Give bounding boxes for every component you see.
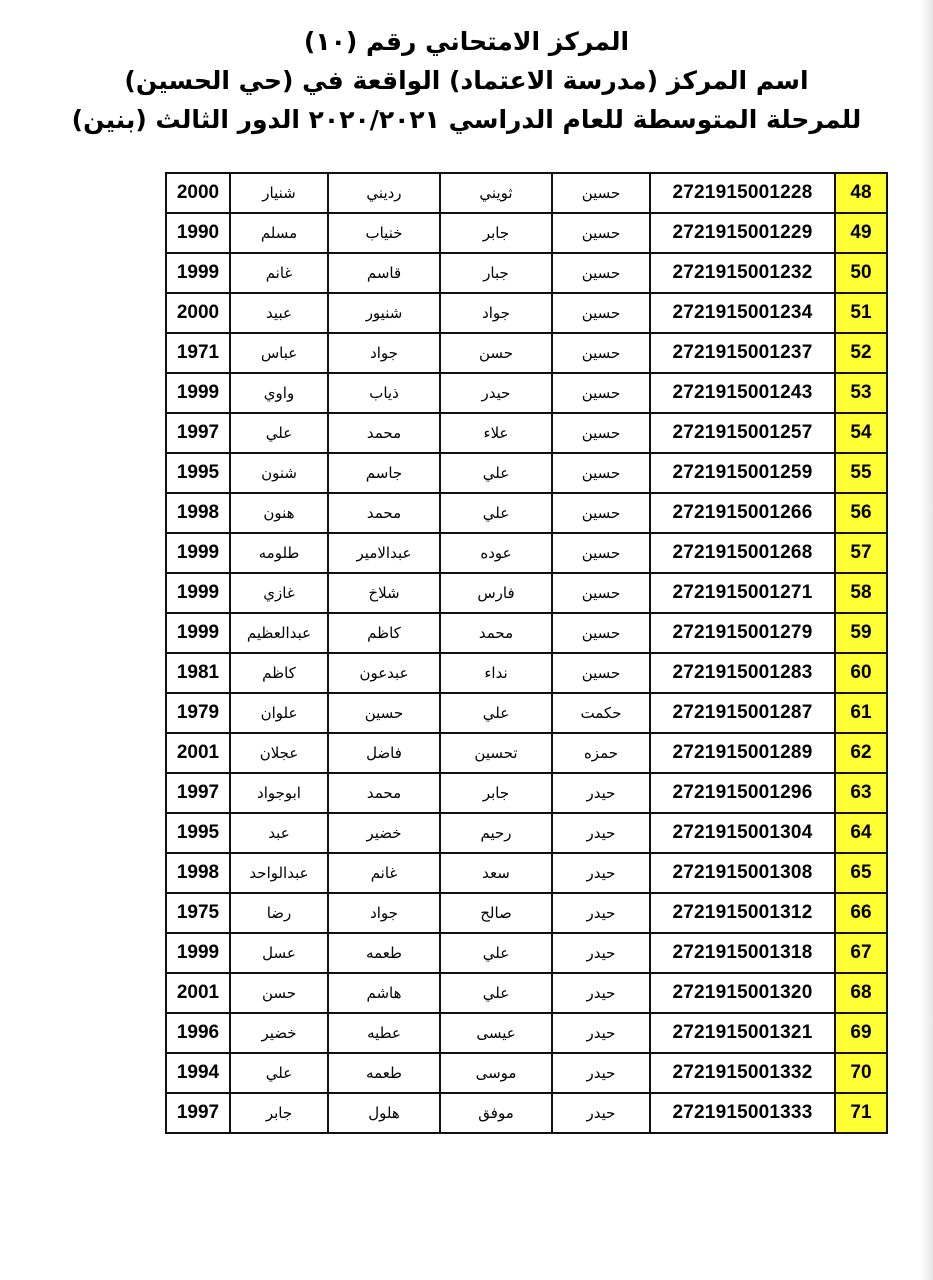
father-name-cell: سعد — [440, 853, 552, 893]
surname-cell: غازي — [230, 573, 328, 613]
grandfather-name-cell: طعمه — [328, 933, 440, 973]
seq-cell: 57 — [835, 533, 887, 573]
seq-cell: 55 — [835, 453, 887, 493]
birth-year-cell: 1995 — [166, 813, 230, 853]
grandfather-name-cell: طعمه — [328, 1053, 440, 1093]
table-row — [166, 813, 887, 853]
students-table-wrap — [165, 172, 888, 1134]
exam-number-cell: 2721915001289 — [650, 733, 835, 773]
stage-year-line: للمرحلة المتوسطة للعام الدراسي ٢٠٢٠/٢٠٢١ الدور الثالث (بنين) — [71, 105, 862, 134]
birth-year-cell: 1975 — [166, 893, 230, 933]
surname-cell: شنيار — [230, 173, 328, 213]
father-name-cell: جواد — [440, 293, 552, 333]
birth-year-cell: 1997 — [166, 1093, 230, 1133]
birth-year-cell: 1979 — [166, 693, 230, 733]
name-cell: حيدر — [552, 853, 650, 893]
exam-number-cell: 2721915001229 — [650, 213, 835, 253]
name-cell: حسين — [552, 493, 650, 533]
surname-cell: عبد — [230, 813, 328, 853]
name-cell: حسين — [552, 293, 650, 333]
name-cell: حسين — [552, 333, 650, 373]
father-name-cell: عوده — [440, 533, 552, 573]
exam-number-cell: 2721915001318 — [650, 933, 835, 973]
surname-cell: رضا — [230, 893, 328, 933]
seq-cell: 69 — [835, 1013, 887, 1053]
surname-cell: طلومه — [230, 533, 328, 573]
seq-cell: 51 — [835, 293, 887, 333]
table-row — [166, 173, 887, 213]
grandfather-name-cell: محمد — [328, 413, 440, 453]
table-row — [166, 533, 887, 573]
seq-cell: 62 — [835, 733, 887, 773]
grandfather-name-cell: عبدعون — [328, 653, 440, 693]
table-row — [166, 373, 887, 413]
seq-cell: 56 — [835, 493, 887, 533]
name-cell: حيدر — [552, 813, 650, 853]
father-name-cell: رحيم — [440, 813, 552, 853]
father-name-cell: موفق — [440, 1093, 552, 1133]
name-cell: حيدر — [552, 893, 650, 933]
table-row — [166, 973, 887, 1013]
table-row — [166, 1093, 887, 1133]
name-cell: حيدر — [552, 933, 650, 973]
table-row — [166, 773, 887, 813]
seq-cell: 64 — [835, 813, 887, 853]
birth-year-cell: 1990 — [166, 213, 230, 253]
surname-cell: مسلم — [230, 213, 328, 253]
grandfather-name-cell: محمد — [328, 773, 440, 813]
seq-cell: 59 — [835, 613, 887, 653]
grandfather-name-cell: جواد — [328, 893, 440, 933]
surname-cell: عبدالواحد — [230, 853, 328, 893]
surname-cell: ابوجواد — [230, 773, 328, 813]
name-cell: حيدر — [552, 1053, 650, 1093]
father-name-cell: حيدر — [440, 373, 552, 413]
grandfather-name-cell: عبدالامير — [328, 533, 440, 573]
birth-year-cell: 1999 — [166, 933, 230, 973]
students-table-body — [166, 173, 887, 1133]
father-name-cell: علي — [440, 973, 552, 1013]
birth-year-cell: 1997 — [166, 413, 230, 453]
table-row — [166, 893, 887, 933]
father-name-cell: صالح — [440, 893, 552, 933]
birth-year-cell: 1999 — [166, 573, 230, 613]
exam-number-cell: 2721915001237 — [650, 333, 835, 373]
page-edge-shadow — [921, 0, 933, 1280]
students-table — [165, 172, 888, 1134]
seq-cell: 58 — [835, 573, 887, 613]
document-header — [0, 22, 933, 139]
surname-cell: عبيد — [230, 293, 328, 333]
seq-cell: 71 — [835, 1093, 887, 1133]
name-cell: حيدر — [552, 1093, 650, 1133]
name-cell: حسين — [552, 413, 650, 453]
birth-year-cell: 1994 — [166, 1053, 230, 1093]
grandfather-name-cell: فاضل — [328, 733, 440, 773]
surname-cell: عباس — [230, 333, 328, 373]
father-name-cell: علي — [440, 933, 552, 973]
birth-year-cell: 1971 — [166, 333, 230, 373]
surname-cell: حسن — [230, 973, 328, 1013]
grandfather-name-cell: خنياب — [328, 213, 440, 253]
exam-number-cell: 2721915001279 — [650, 613, 835, 653]
grandfather-name-cell: هاشم — [328, 973, 440, 1013]
exam-number-cell: 2721915001296 — [650, 773, 835, 813]
father-name-cell: جابر — [440, 773, 552, 813]
grandfather-name-cell: شنيور — [328, 293, 440, 333]
name-cell: حسين — [552, 213, 650, 253]
surname-cell: علي — [230, 413, 328, 453]
birth-year-cell: 2001 — [166, 973, 230, 1013]
surname-cell: علوان — [230, 693, 328, 733]
table-row — [166, 1013, 887, 1053]
birth-year-cell: 1999 — [166, 613, 230, 653]
table-row — [166, 253, 887, 293]
birth-year-cell: 1999 — [166, 373, 230, 413]
seq-cell: 68 — [835, 973, 887, 1013]
name-cell: حيدر — [552, 973, 650, 1013]
seq-cell: 54 — [835, 413, 887, 453]
name-cell: حسين — [552, 573, 650, 613]
exam-number-cell: 2721915001321 — [650, 1013, 835, 1053]
grandfather-name-cell: هلول — [328, 1093, 440, 1133]
seq-cell: 60 — [835, 653, 887, 693]
father-name-cell: جابر — [440, 213, 552, 253]
seq-cell: 53 — [835, 373, 887, 413]
birth-year-cell: 2000 — [166, 173, 230, 213]
birth-year-cell: 2001 — [166, 733, 230, 773]
table-row — [166, 693, 887, 733]
surname-cell: عسل — [230, 933, 328, 973]
grandfather-name-cell: كاظم — [328, 613, 440, 653]
exam-number-cell: 2721915001308 — [650, 853, 835, 893]
birth-year-cell: 1999 — [166, 253, 230, 293]
grandfather-name-cell: ذياب — [328, 373, 440, 413]
table-row — [166, 653, 887, 693]
surname-cell: كاظم — [230, 653, 328, 693]
surname-cell: عبدالعظيم — [230, 613, 328, 653]
table-row — [166, 1053, 887, 1093]
seq-cell: 61 — [835, 693, 887, 733]
exam-number-cell: 2721915001232 — [650, 253, 835, 293]
grandfather-name-cell: شلاخ — [328, 573, 440, 613]
table-row — [166, 333, 887, 373]
exam-number-cell: 2721915001332 — [650, 1053, 835, 1093]
grandfather-name-cell: عطيه — [328, 1013, 440, 1053]
grandfather-name-cell: حسين — [328, 693, 440, 733]
father-name-cell: موسى — [440, 1053, 552, 1093]
father-name-cell: جبار — [440, 253, 552, 293]
exam-number-cell: 2721915001234 — [650, 293, 835, 333]
birth-year-cell: 1996 — [166, 1013, 230, 1053]
birth-year-cell: 1995 — [166, 453, 230, 493]
grandfather-name-cell: غانم — [328, 853, 440, 893]
exam-number-cell: 2721915001243 — [650, 373, 835, 413]
father-name-cell: علي — [440, 693, 552, 733]
surname-cell: هنون — [230, 493, 328, 533]
name-cell: حسين — [552, 613, 650, 653]
father-name-cell: عيسى — [440, 1013, 552, 1053]
name-cell: حسين — [552, 373, 650, 413]
birth-year-cell: 2000 — [166, 293, 230, 333]
exam-number-cell: 2721915001228 — [650, 173, 835, 213]
name-cell: حسين — [552, 253, 650, 293]
seq-cell: 48 — [835, 173, 887, 213]
birth-year-cell: 1999 — [166, 533, 230, 573]
surname-cell: خضير — [230, 1013, 328, 1053]
name-cell: حيدر — [552, 1013, 650, 1053]
surname-cell: عجلان — [230, 733, 328, 773]
grandfather-name-cell: خضير — [328, 813, 440, 853]
surname-cell: غانم — [230, 253, 328, 293]
exam-center-title: المركز الامتحاني رقم (١٠) — [303, 27, 630, 56]
table-row — [166, 493, 887, 533]
father-name-cell: تحسين — [440, 733, 552, 773]
table-row — [166, 293, 887, 333]
exam-number-cell: 2721915001257 — [650, 413, 835, 453]
exam-number-cell: 2721915001312 — [650, 893, 835, 933]
name-cell: حيدر — [552, 773, 650, 813]
exam-number-cell: 2721915001268 — [650, 533, 835, 573]
name-cell: حسين — [552, 453, 650, 493]
exam-number-cell: 2721915001287 — [650, 693, 835, 733]
center-name-line: اسم المركز (مدرسة الاعتماد) الواقعة في (حي الحسين) — [124, 66, 809, 95]
grandfather-name-cell: محمد — [328, 493, 440, 533]
seq-cell: 65 — [835, 853, 887, 893]
father-name-cell: فارس — [440, 573, 552, 613]
exam-number-cell: 2721915001271 — [650, 573, 835, 613]
father-name-cell: علي — [440, 493, 552, 533]
father-name-cell: حسن — [440, 333, 552, 373]
table-row — [166, 613, 887, 653]
table-row — [166, 413, 887, 453]
father-name-cell: نداء — [440, 653, 552, 693]
seq-cell: 52 — [835, 333, 887, 373]
seq-cell: 63 — [835, 773, 887, 813]
birth-year-cell: 1981 — [166, 653, 230, 693]
table-row — [166, 453, 887, 493]
exam-number-cell: 2721915001259 — [650, 453, 835, 493]
father-name-cell: ثويني — [440, 173, 552, 213]
seq-cell: 66 — [835, 893, 887, 933]
table-row — [166, 733, 887, 773]
surname-cell: علي — [230, 1053, 328, 1093]
grandfather-name-cell: جاسم — [328, 453, 440, 493]
exam-number-cell: 2721915001304 — [650, 813, 835, 853]
exam-number-cell: 2721915001320 — [650, 973, 835, 1013]
table-row — [166, 573, 887, 613]
seq-cell: 67 — [835, 933, 887, 973]
name-cell: حكمت — [552, 693, 650, 733]
grandfather-name-cell: جواد — [328, 333, 440, 373]
exam-number-cell: 2721915001283 — [650, 653, 835, 693]
exam-number-cell: 2721915001266 — [650, 493, 835, 533]
name-cell: حسين — [552, 653, 650, 693]
table-row — [166, 213, 887, 253]
father-name-cell: محمد — [440, 613, 552, 653]
surname-cell: شنون — [230, 453, 328, 493]
birth-year-cell: 1998 — [166, 853, 230, 893]
birth-year-cell: 1998 — [166, 493, 230, 533]
father-name-cell: علاء — [440, 413, 552, 453]
seq-cell: 50 — [835, 253, 887, 293]
father-name-cell: علي — [440, 453, 552, 493]
birth-year-cell: 1997 — [166, 773, 230, 813]
grandfather-name-cell: رديني — [328, 173, 440, 213]
grandfather-name-cell: قاسم — [328, 253, 440, 293]
table-row — [166, 853, 887, 893]
seq-cell: 70 — [835, 1053, 887, 1093]
name-cell: حسين — [552, 173, 650, 213]
name-cell: حمزه — [552, 733, 650, 773]
seq-cell: 49 — [835, 213, 887, 253]
name-cell: حسين — [552, 533, 650, 573]
surname-cell: واوي — [230, 373, 328, 413]
exam-number-cell: 2721915001333 — [650, 1093, 835, 1133]
table-row — [166, 933, 887, 973]
surname-cell: جابر — [230, 1093, 328, 1133]
